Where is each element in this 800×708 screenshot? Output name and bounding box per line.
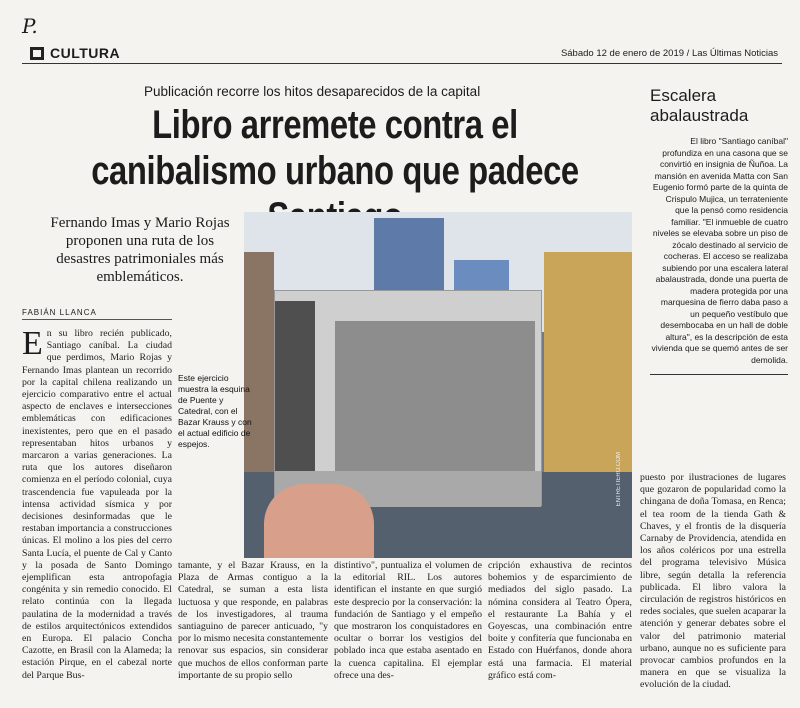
inset-tree	[275, 301, 315, 491]
inset-bazar-krauss	[335, 321, 535, 471]
section-name: CULTURA	[50, 45, 121, 61]
photo-historic-inset	[274, 290, 542, 506]
article-column-1	[22, 325, 172, 682]
article-byline: FABIÁN LLANCA	[22, 308, 97, 317]
byline-divider	[22, 319, 172, 320]
article-headline: Libro arremete contra el canibalismo urbano que padece	[91, 103, 579, 193]
photo-hand	[264, 484, 374, 558]
article-column-4: cripción exhaustiva de recintos bohemios y de esparcimiento de mediados del siglo pasado. La nómina considera al Teatro Ópera, el restaurante La Bahía y el Goyescas, una combinación entre boite y confitería que funcionaba en Estado con Huérfanos, donde ahora está una farmacia. El material gráfico está com-	[488, 560, 632, 681]
article-column-5: puesto por ilustraciones de lugares que gozaron de popularidad como la chingana de doña Tomasa, en Renca; el tea room de la tienda Gath & Chaves, y el frontis de la disquería Carnaby de Providencia, atendida en los años coléricos por una estrella del programa televisivo Música libre, según detalla la referencia publicada. El libro valora la circulación de registros históricos en redes sociales, que suelen acaparar la atención y generar debates sobre el valor del patrimonio material urbano, aunque no es suficiente para provocar cambios profundos en la manera en que se visualiza la evolución de la ciudad.	[640, 472, 786, 691]
article-kicker: Publicación recorre los hitos desaparecidos de la capital	[144, 84, 481, 99]
article-subhead: Fernando Imas y Mario Rojas proponen una ruta de los desastres patrimoniales más emblemáticos.	[50, 215, 230, 285]
sidebar-text: El libro "Santiago caníbal" profundiza en una casona que se convirtió en insignia de Ñuñoa. La mansión en avenida Matta con San Eugenio formó parte de la quinta de Crispulo Mujica, un terrateniente que la pensó como residencia familiar. "El inmueble de cuatro niveles se elevaba sobre un piso de zócalo destinado al servicio de cocheras. El acceso se realizaba subiendo por una escalera lateral abalaustrada, donde una puerta de madera protegida por una marquesina de fierro daba paso a un pequeño vestíbulo que desembocaba en un hall de doble altura", es la descripción de esta vivienda que se quemó antes de ser demolida.	[651, 136, 788, 365]
page-mark: P.	[22, 14, 38, 38]
photo-credit: ENTRETIERO.COM	[616, 452, 622, 507]
newspaper-logo-icon	[30, 47, 44, 60]
sidebar-box	[650, 86, 788, 375]
section-header	[22, 44, 782, 64]
article-photo	[244, 212, 632, 558]
article-column-2: tamante, y el Bazar Krauss, en la Plaza de Armas contiguo a la Catedral, se suman a esta lista luctuosa y que responde, en palabras de los investigadores, al trauma santiaguino de parecer anticuado, "y por lo mismo necesita constantemente renovar sus espacios, sin considerar que muchos de ellos conforman parte importante de su propio sello	[178, 560, 328, 681]
drop-cap: E	[22, 325, 43, 362]
column-1-text: n su libro recién publicado, Santiago caníbal. La ciudad que perdimos, Mario Rojas y Fernando Imas plantean un recorrido por la capital chilena realizando un ejercicio comparativo entre el actual aspecto de enclaves e intersecciones emblemáticas con edificaciones inexistentes, pero que en el pasado representaban hitos urbanos y marcaron a varias generaciones. La ruta que los autores diseñaron comienza en el período colonial, cuya trascendencia fue vapuleada por la intensa actividad sísmica y por decisiones desinformadas que le restaban importancia a construcciones únicas. El molino a los pies del cerro Santa Lucía, el puente de Cal y Canto y la posada de Santo Domingo ejemplifican esta antropofagia congénita y sin remedio conocido. El relato continúa con la llegada paulatina de la modernidad a través de estilos arquitectónicos extendidos en Europa. El palacio Concha Cazotte, en Brasil con la Alameda; la estación Pirque, en el cabezal norte del Parque Bus-	[22, 328, 172, 681]
article-column-3: distintivo", puntualiza el volumen de la editorial RIL. Los autores identifican el instante en que surgió este desprecio por la conservación: la fundación de Santiago y el empeño que mostraron los conquistadores en ocultar o borrar los vestigios del poblado inca que estaba asentado en la cuenca capitalina. El ejemplar ofrece una des-	[334, 560, 482, 681]
issue-date: Sábado 12 de enero de 2019 / Las Últimas Noticias	[560, 48, 778, 59]
photo-caption: Este ejercicio muestra la esquina de Puente y Catedral, con el Bazar Krauss y con el actual edificio de espejos.	[178, 373, 252, 449]
sidebar-title: Escalera abalaustrada	[650, 86, 749, 125]
